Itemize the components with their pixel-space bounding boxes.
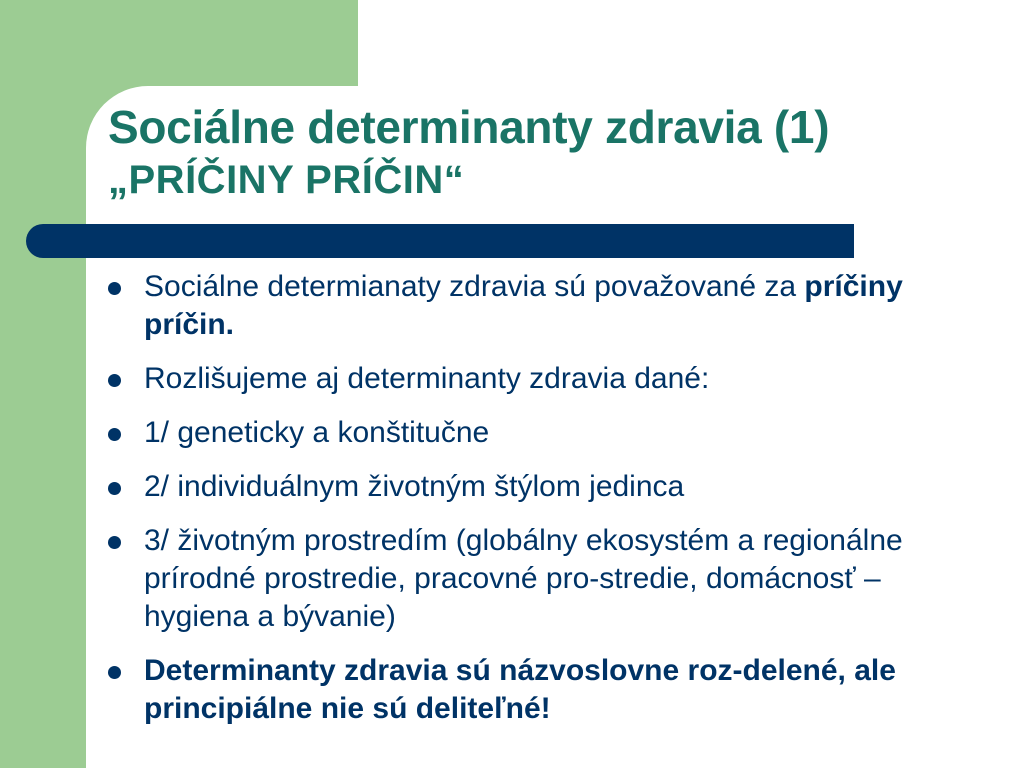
bullet-item-6 [104, 652, 984, 728]
bullet-text: Sociálne determianaty zdravia sú považované za [144, 270, 805, 303]
bullet-item-4 [104, 468, 984, 506]
bullet-text: Rozlišujeme aj determinanty zdravia dané: [144, 362, 710, 395]
bullet-dot-icon [108, 428, 121, 441]
bullet-dot-icon [108, 282, 121, 295]
bullet-list [104, 268, 984, 744]
slide-title [108, 98, 988, 204]
bullet-text-bold: príčiny príčin. [144, 270, 903, 341]
bullet-item-5 [104, 522, 984, 636]
title-line-1: Sociálne determinanty zdravia (1) [108, 101, 830, 153]
title-line-2: „PRÍČINY PRÍČIN“ [108, 158, 465, 202]
bullet-text: 2/ individuálnym životným štýlom jedinca [144, 470, 685, 503]
bullet-item-1 [104, 268, 984, 344]
bullet-dot-icon [108, 374, 121, 387]
bullet-item-3 [104, 414, 984, 452]
bullet-text: 1/ geneticky a konštitučne [144, 416, 490, 449]
bullet-dot-icon [108, 482, 121, 495]
bullet-dot-icon [108, 536, 121, 549]
title-divider-bar [26, 224, 854, 258]
bullet-text: 3/ životným prostredím (globálny ekosystém a regionálne prírodné prostredie, pracovné pro-stredie, domácnosť – hygiena a bývanie) [144, 524, 903, 633]
bullet-text-bold: Determinanty zdravia sú názvoslovne roz-delené, ale principiálne nie sú deliteľné! [144, 654, 896, 725]
bullet-item-2 [104, 360, 984, 398]
bullet-dot-icon [108, 666, 121, 679]
